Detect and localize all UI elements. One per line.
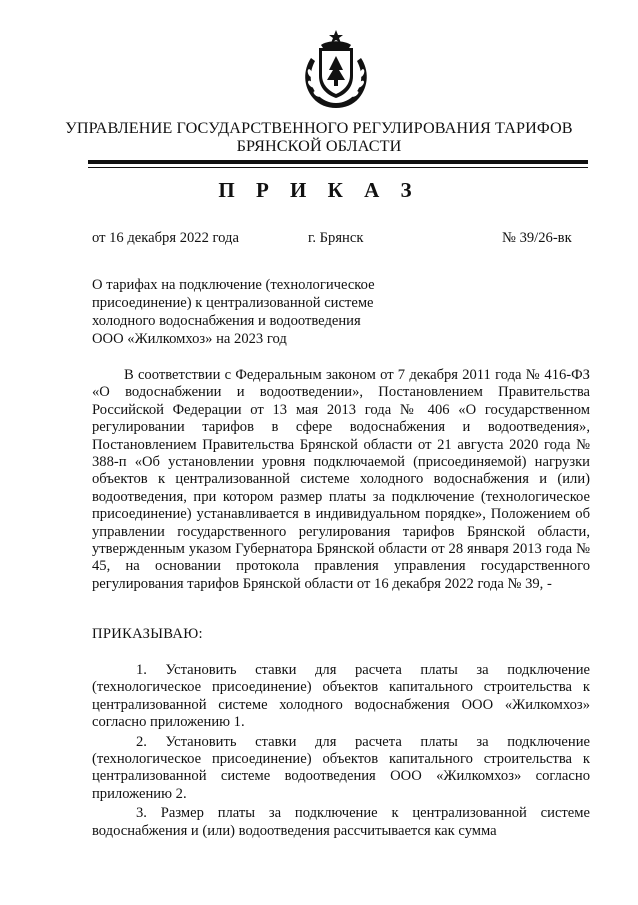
subject-line: О тарифах на подключение (технологическое [92,277,375,293]
subject-line: ООО «Жилкомхоз» на 2023 год [92,331,287,347]
org-name-line1: УПРАВЛЕНИЕ ГОСУДАРСТВЕННОГО РЕГУЛИРОВАНИЯ ТАРИФОВ [65,119,573,137]
order-keyword: ПРИКАЗЫВАЮ: [92,626,203,642]
order-item: 1. Установить ставки для расчета платы за подключение (технологическое присоединение) объектов капитального строительства к централизованной системе холодного водоснабжения ООО «Жилкомхоз» согласно приложению 1. [92,662,590,731]
org-name-line2: БРЯНСКОЙ ОБЛАСТИ [236,137,402,155]
document-number: № 39/26-вк [502,230,572,246]
subject-line: холодного водоснабжения и водоотведения [92,313,361,329]
document-date: от 16 декабря 2022 года [92,230,239,246]
coat-of-arms-emblem [297,28,375,110]
header-divider-thick [88,160,588,164]
header-divider-thin [88,167,588,168]
preamble-paragraph: В соответствии с Федеральным законом от 7 декабря 2011 года № 416-ФЗ «О водоснабжении и водоотведении», Постановлением Правительства Российской Федерации от 13 мая 2013 года № 406 «О государственном регулировании тарифов в сфере водоснабжения и водоотведения», Постановлением Правительства Брянской области от 21 августа 2020 года № 388-п «Об установлении уровня подключаемой (присоединяемой) нагрузки объектов к централизованной системе холодного водоснабжения и (или) водоотведения, при котором размер платы за подключение (технологическое присоединение) устанавливается в индивидуальном порядке», Положением об управлении государственного регулирования тарифов Брянской области, утвержденным указом Губернатора Брянской области от 28 января 2013 года № 45, на основании протокола правления управления государственного регулирования тарифов Брянской области от 16 декабря 2022 года № 39, - [92,367,590,592]
document-city: г. Брянск [308,230,364,246]
order-item: 2. Установить ставки для расчета платы за подключение (технологическое присоединение) объектов капитального строительства к централизованной системе водоотведения ООО «Жилкомхоз» согласно приложению 2. [92,733,590,802]
order-items [92,662,590,842]
subject-line: присоединение) к централизованной системе [92,295,374,311]
order-item: 3. Размер платы за подключение к централизованной системе водоснабжения и (или) водоотведения рассчитывается как сумма [92,805,590,839]
document-subject [92,276,412,348]
document-title: П Р И К А З [218,178,420,202]
